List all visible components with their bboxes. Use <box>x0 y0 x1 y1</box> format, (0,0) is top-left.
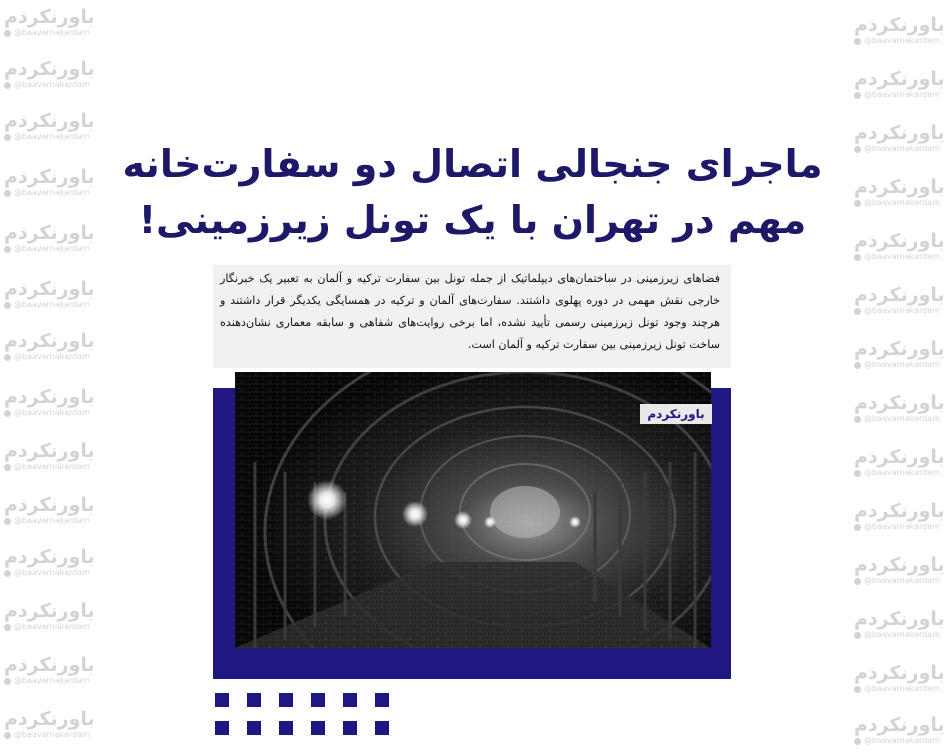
watermark: باورنکردم @baavarnakardam <box>4 708 95 739</box>
telegram-icon <box>4 678 11 685</box>
telegram-icon <box>4 464 11 471</box>
telegram-icon <box>4 246 11 253</box>
photo-logo-stamp: باورنکردم <box>640 404 712 424</box>
telegram-icon <box>854 686 861 693</box>
watermark: باورنکردم @baavarnakardam <box>854 14 945 45</box>
watermark: باورنکردم @baavarnakardam <box>4 546 95 577</box>
watermark: باورنکردم @baavarnakardam <box>854 392 945 423</box>
telegram-icon <box>4 410 11 417</box>
telegram-icon <box>854 146 861 153</box>
telegram-icon <box>4 732 11 739</box>
watermark: باورنکردم @baavarnakardam <box>4 386 95 417</box>
watermark: باورنکردم @baavarnakardam <box>854 714 945 745</box>
watermark: باورنکردم @baavarnakardam <box>4 600 95 631</box>
telegram-icon <box>4 134 11 141</box>
watermark: باورنکردم @baavarnakardam <box>854 122 945 153</box>
telegram-icon <box>854 470 861 477</box>
watermark: باورنکردم @baavarnakardam <box>4 166 95 197</box>
telegram-icon <box>4 82 11 89</box>
watermark: باورنکردم @baavarnakardam <box>4 6 95 37</box>
description-text: فضاهای زیرزمینی در ساختمان‌های دیپلماتیک از جمله تونل بین سفارت ترکیه و آلمان به تعبیر یک خبرنگار خارجی نقش مهمی در دوره پهلوی داشتند. سفارت‌های آلمان و ترکیه در همسایگی یکدیگر قرار داشتند و هرچند وجود تونل زیرزمینی رسمی تأیید نشده، اما برخی روایت‌های شفاهی و سابقه معماری نشان‌دهنده ساخت تونل زیرزمینی بین سفارت ترکیه و آلمان است. <box>220 272 720 351</box>
watermark: باورنکردم @baavarnakardam <box>4 58 95 89</box>
telegram-icon <box>854 308 861 315</box>
watermark: باورنکردم @baavarnakardam <box>854 662 945 693</box>
watermark-column-left <box>0 0 95 756</box>
watermark: باورنکردم @baavarnakardam <box>4 222 95 253</box>
telegram-icon <box>854 92 861 99</box>
watermark: باورنکردم @baavarnakardam <box>4 494 95 525</box>
watermark: باورنکردم @baavarnakardam <box>4 110 95 141</box>
telegram-icon <box>854 632 861 639</box>
watermark: باورنکردم @baavarnakardam <box>854 500 945 531</box>
telegram-icon <box>4 30 11 37</box>
telegram-icon <box>4 570 11 577</box>
watermark: باورنکردم @baavarnakardam <box>854 554 945 585</box>
telegram-icon <box>854 738 861 745</box>
watermark: باورنکردم @baavarnakardam <box>854 68 945 99</box>
telegram-icon <box>854 254 861 261</box>
telegram-icon <box>854 200 861 207</box>
watermark: باورنکردم @baavarnakardam <box>854 176 945 207</box>
watermark: باورنکردم @baavarnakardam <box>4 330 95 361</box>
telegram-icon <box>854 578 861 585</box>
headline-line-2: مهم در تهران با یک تونل زیرزمینی! <box>138 198 807 242</box>
telegram-icon <box>4 518 11 525</box>
decorative-squares <box>215 693 395 743</box>
watermark: باورنکردم @baavarnakardam <box>854 284 945 315</box>
telegram-icon <box>854 416 861 423</box>
watermark-column-right <box>850 0 945 756</box>
watermark: باورنکردم @baavarnakardam <box>854 230 945 261</box>
watermark: باورنکردم @baavarnakardam <box>4 654 95 685</box>
watermark: باورنکردم @baavarnakardam <box>854 608 945 639</box>
watermark: باورنکردم @baavarnakardam <box>854 446 945 477</box>
watermark: باورنکردم @baavarnakardam <box>4 278 95 309</box>
watermark: باورنکردم @baavarnakardam <box>854 338 945 369</box>
telegram-icon <box>4 302 11 309</box>
telegram-icon <box>854 38 861 45</box>
telegram-icon <box>4 624 11 631</box>
headline-line-1: ماجرای جنجالی اتصال دو سفارت‌خانه <box>122 142 823 186</box>
telegram-icon <box>854 524 861 531</box>
watermark: باورنکردم @baavarnakardam <box>4 440 95 471</box>
telegram-icon <box>4 190 11 197</box>
telegram-icon <box>854 362 861 369</box>
telegram-icon <box>4 354 11 361</box>
